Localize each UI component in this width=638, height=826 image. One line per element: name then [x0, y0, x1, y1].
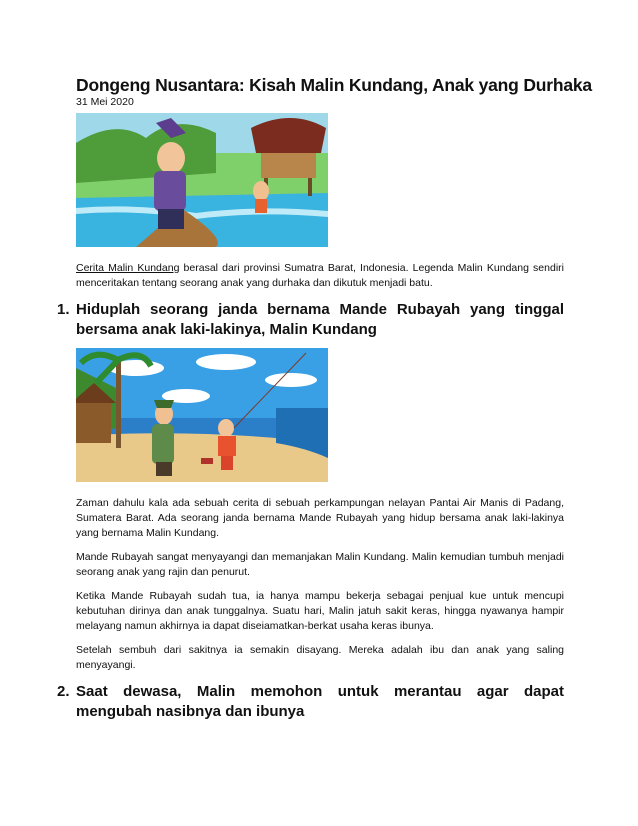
illustration-beach-kite [76, 348, 328, 482]
section-2-title: Saat dewasa, Malin memohon untuk merantau agar dapat mengubah nasibnya dan ibunya [76, 683, 564, 720]
illustration-malin-departure [76, 113, 328, 247]
section-1-paragraph-2: Mande Rubayah sangat menyayangi dan memanjakan Malin Kundang. Malin kemudian tumbuh menjadi seorang anak yang rajin dan penurut. [76, 551, 564, 578]
article-date: 31 Mei 2020 [76, 96, 134, 108]
intro-link[interactable]: Cerita Malin Kundang [76, 262, 180, 274]
section-2-number: 2. [57, 683, 70, 700]
intro-paragraph [76, 261, 564, 291]
article [57, 74, 592, 730]
section-2-heading [57, 682, 564, 722]
section-1-heading [57, 300, 564, 340]
section-1-paragraph-4: Setelah sembuh dari sakitnya ia semakin disayang. Mereka adalah ibu dan anak yang saling menyayangi. [76, 644, 564, 671]
section-1-title: Hiduplah seorang janda bernama Mande Rubayah yang tinggal bersama anak laki-lakinya, Malin Kundang [76, 301, 564, 338]
article-title: Dongeng Nusantara: Kisah Malin Kundang, Anak yang Durhaka [76, 75, 592, 95]
section-1-number: 1. [57, 301, 70, 318]
section-1-paragraph-1: Zaman dahulu kala ada sebuah cerita di sebuah perkampungan nelayan Pantai Air Manis di Padang, Sumatera Barat. Ada seorang janda bernama Mande Rubayah yang hidup bersama anak laki-lakinya yang bernama Malin Kundang. [76, 497, 564, 539]
section-1-paragraph-3: Ketika Mande Rubayah sudah tua, ia hanya mampu bekerja sebagai penjual kue untuk mencupi kebutuhan dirinya dan anak tunggalnya. Suatu hari, Malin jatuh sakit keras, hingga nyawanya hampir melayang namun akhirnya ia dapat diseiamatkan-berkat usaha keras ibunya. [76, 590, 564, 632]
intro-text: berasal dari provinsi Sumatra Barat, Indonesia. Legenda Malin Kundang sendiri menceritakan tentang seorang anak yang durhaka dan dikutuk menjadi batu. [76, 262, 564, 289]
